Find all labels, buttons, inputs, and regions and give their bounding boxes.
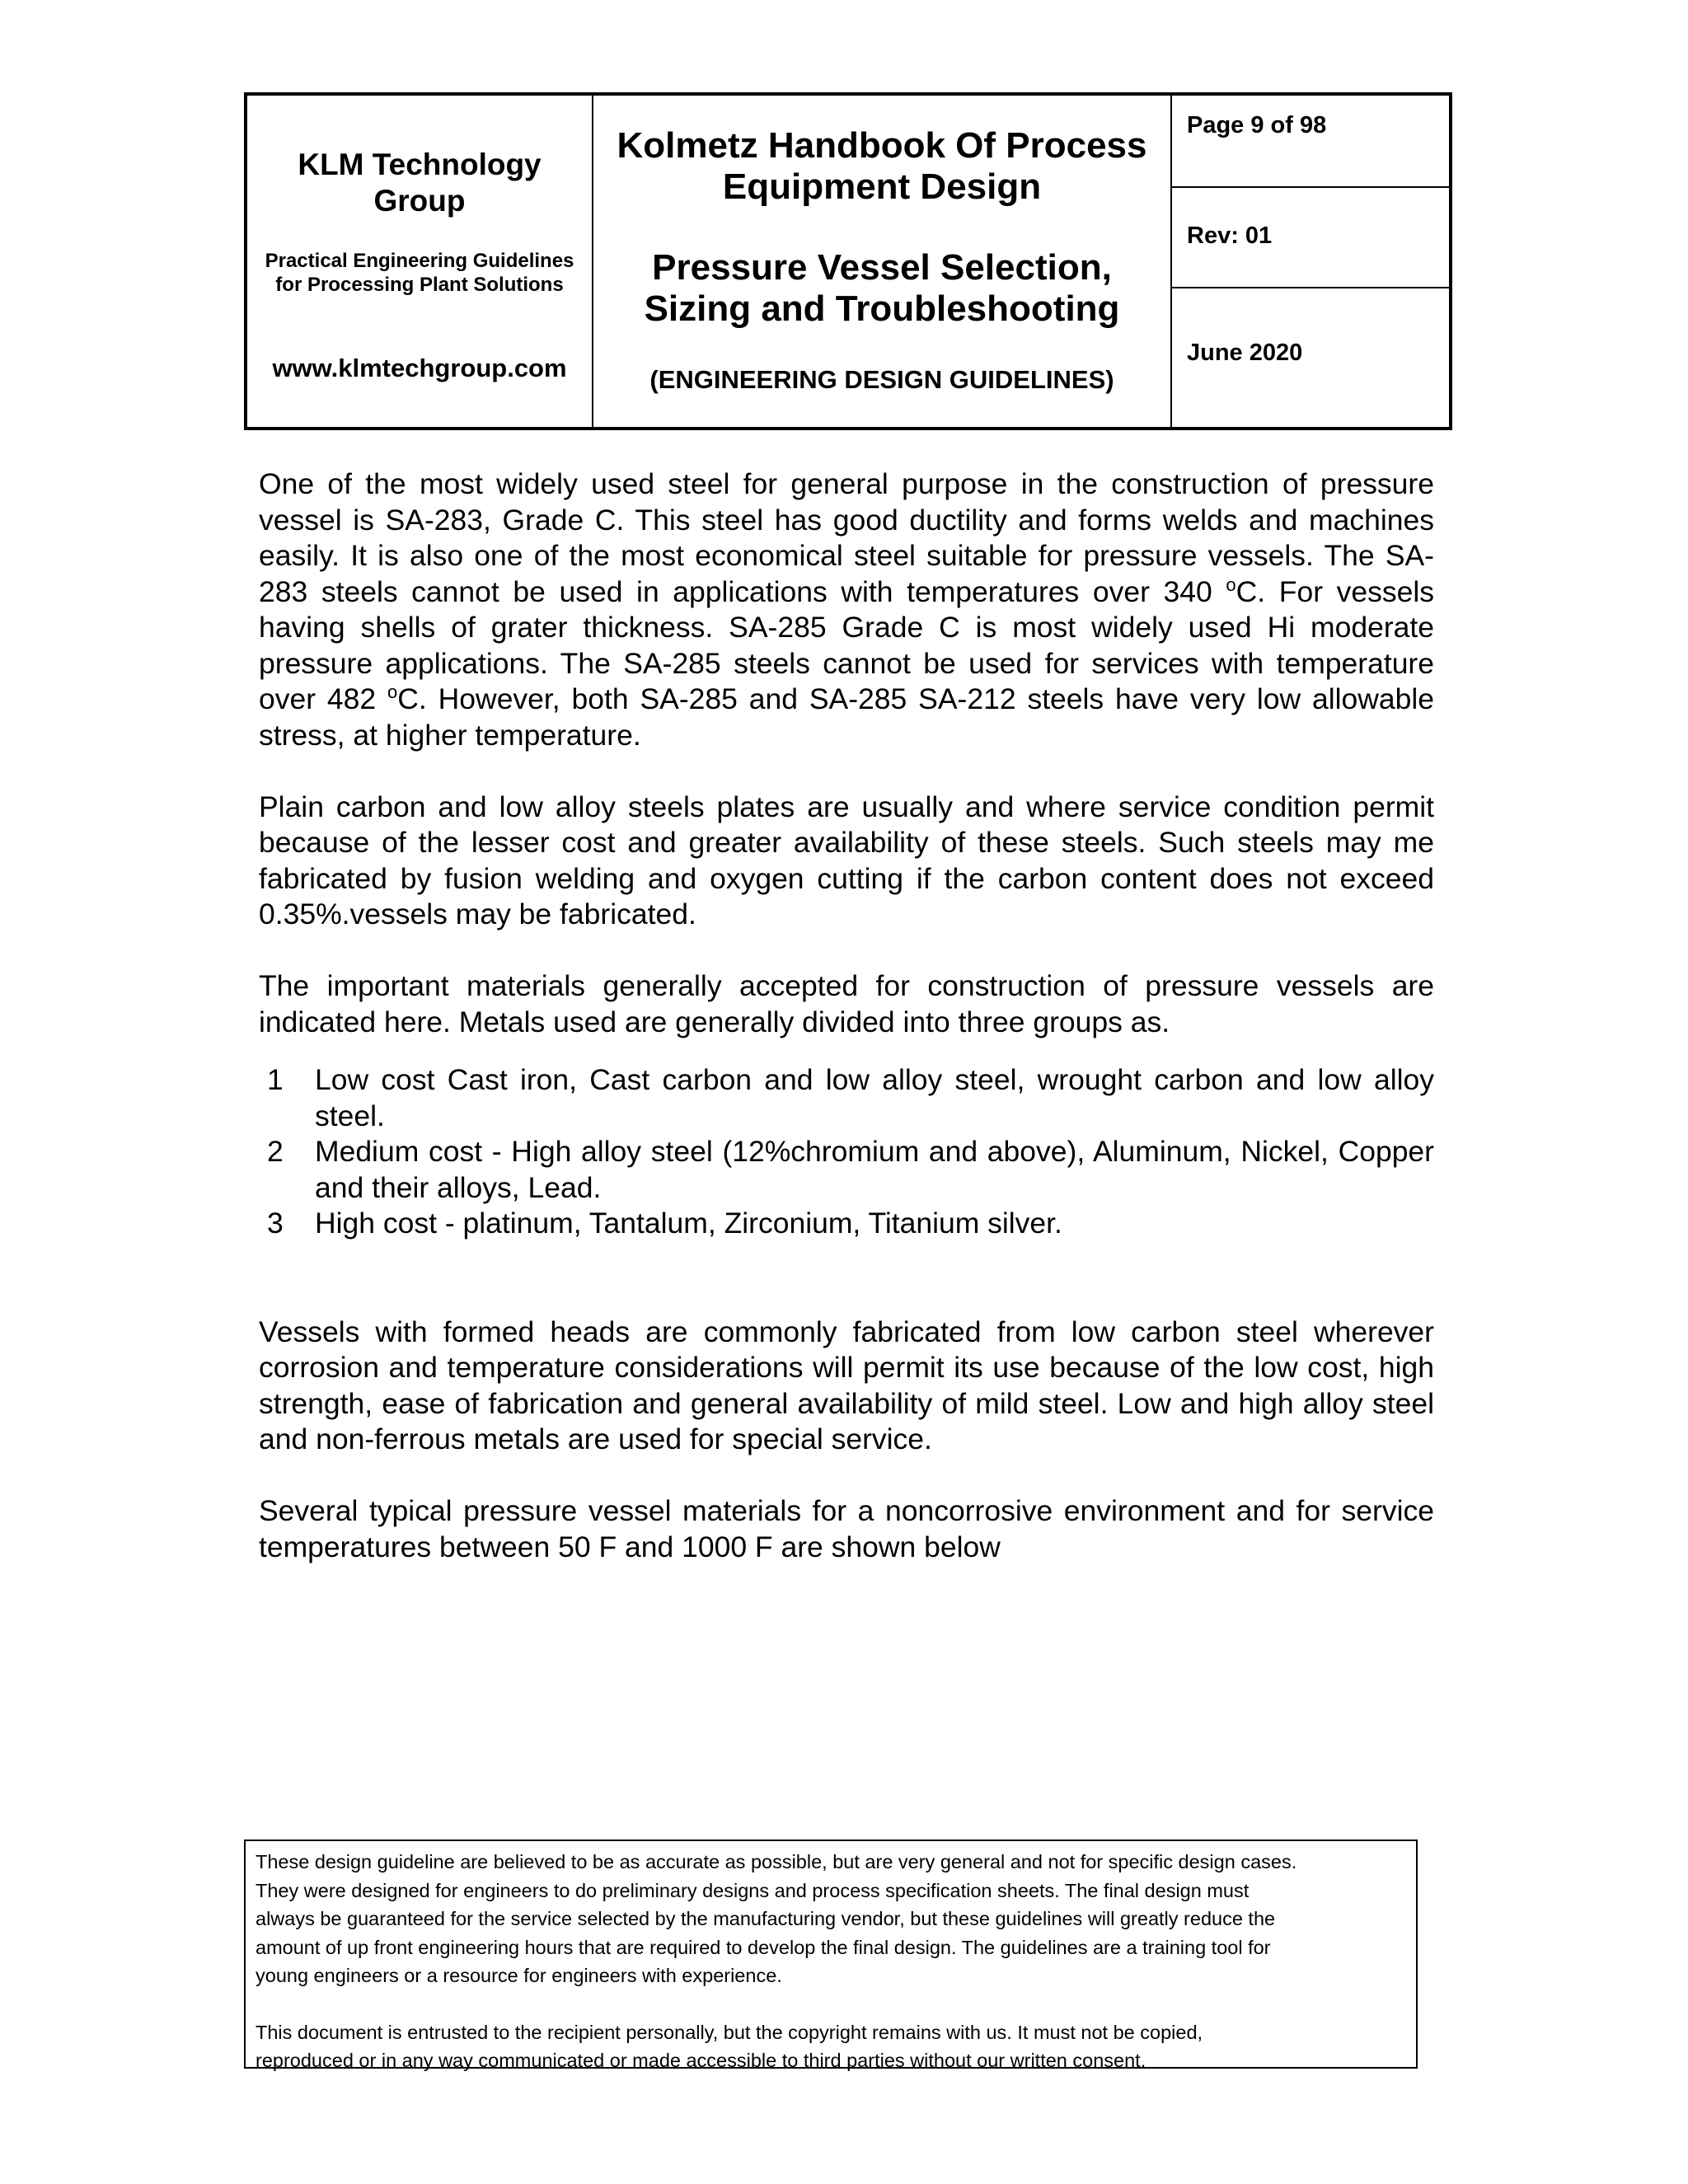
disclaimer-line: young engineers or a resource for engineers with experience. [256,1965,782,1986]
company-tagline: Practical Engineering Guidelines for Processing Plant Solutions [265,250,574,296]
degree-superscript: o [387,682,398,703]
list-number: 1 [267,1063,284,1096]
header-company-cell [247,96,593,427]
page-header-table [244,92,1452,430]
paragraph-materials-sa283 [259,466,1434,753]
paragraph-part: C. However, both SA-285 and SA-285 SA-212 steels have very low allowable stress, at higher temperature. [259,682,1435,752]
material-groups-list [259,1062,1434,1242]
degree-superscript: o [1226,574,1236,595]
paragraph-part: C. For vessels having shells of grater thickness. SA-285 Grade C is most widely used Hi moderate pressure applications. The SA-285 steels cannot be used for services with temperature over 482 [259,574,1434,715]
disclaimer-box [244,1840,1418,2069]
list-item [259,1206,1434,1242]
document-title: Pressure Vessel Selection, Sizing and Troubleshooting [644,247,1120,329]
copyright-line: reproduced or in any way communicated or made accessible to third parties without our written consent. [256,2050,1146,2071]
list-number: 2 [267,1135,284,1168]
list-text: Low cost Cast iron, Cast carbon and low alloy steel, wrought carbon and low alloy steel. [315,1063,1434,1132]
document-type: (ENGINEERING DESIGN GUIDELINES) [649,365,1114,394]
spacer [256,1990,1406,2018]
header-title-cell [593,96,1172,427]
company-name: KLM Technology Group [298,148,542,218]
paragraph-part: One of the most widely used steel for general purpose in the construction of pressure vessel is SA-283, Grade C. This steel has good ductility and forms welds and machines easily. It is also one of the most economical steel suitable for pressure vessels. The SA-283 steels cannot be used in applications with temperatures over 340 [259,467,1434,608]
disclaimer-line: They were designed for engineers to do preliminary designs and process specification sheets. The final design must [256,1879,1250,1901]
paragraph-plain-carbon: Plain carbon and low alloy steels plates are usually and where service condition permit because of the lesser cost and greater availability of these steels. Such steels may me fabricated by fusion welding and oxygen cutting if the carbon content does not exceed 0.35%.vessels may be fabricated. [259,790,1434,930]
revision: Rev: 01 [1172,188,1449,288]
disclaimer-line: These design guideline are believed to be as accurate as possible, but are very general and not for specific design cases. [256,1851,1297,1872]
handbook-title: Kolmetz Handbook Of Process Equipment Design [617,125,1147,207]
paragraph-formed-heads: Vessels with formed heads are commonly fabricated from low carbon steel wherever corrosion and temperature considerations will permit its use because of the low cost, high strength, ease of fabrication and general availability of mild steel. Low and high alloy steel and non-ferrous metals are used for special service. [259,1315,1434,1455]
paragraph-typical-materials: Several typical pressure vessel materials for a noncorrosive environment and for service temperatures between 50 F and 1000 F are shown below [259,1494,1434,1563]
list-item [259,1134,1434,1206]
body-content [259,466,1434,1601]
list-item [259,1062,1434,1134]
copyright-line: This document is entrusted to the recipient personally, but the copyright remains with us. It must not be copied, [256,2021,1203,2043]
list-text: Medium cost - High alloy steel (12%chromium and above), Aluminum, Nickel, Copper and their alloys, Lead. [315,1135,1434,1204]
list-number: 3 [267,1207,284,1240]
spacer [259,1242,1434,1315]
document-date: June 2020 [1187,340,1303,366]
disclaimer-line: amount of up front engineering hours that are required to develop the final design. The guidelines are a training tool for [256,1936,1271,1958]
page-number: Page 9 of 98 [1172,96,1449,188]
company-website[interactable]: www.klmtechgroup.com [272,354,567,382]
disclaimer-line: always be guaranteed for the service selected by the manufacturing vendor, but these guidelines will greatly reduce the [256,1908,1276,1929]
header-meta-cell [1172,96,1449,427]
paragraph-material-groups: The important materials generally accepted for construction of pressure vessels are indicated here. Metals used are generally divided into three groups as. [259,969,1434,1038]
list-text: High cost - platinum, Tantalum, Zirconium, Titanium silver. [315,1207,1062,1240]
